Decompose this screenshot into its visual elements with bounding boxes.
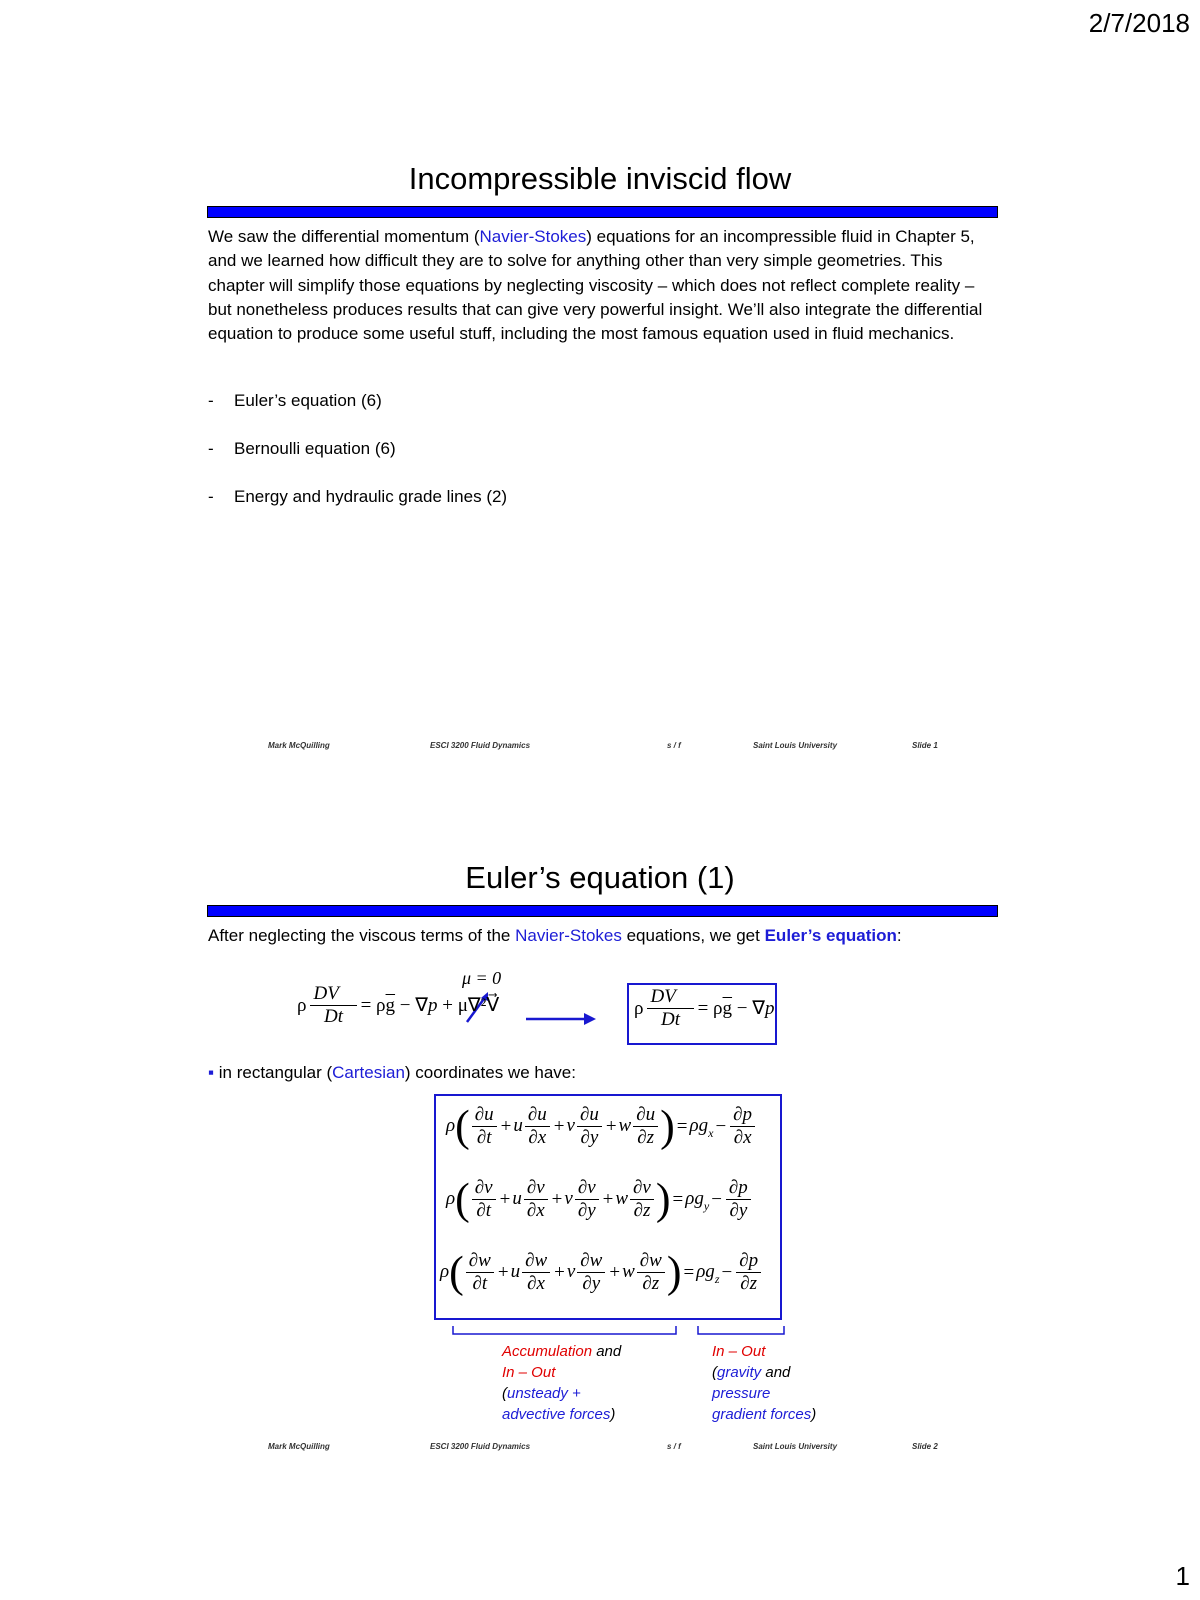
bullet-item-euler: - Euler’s equation (6) bbox=[208, 391, 382, 410]
bullet-item-bernoulli: - Bernoulli equation (6) bbox=[208, 439, 396, 458]
cartesian-term: Cartesian bbox=[332, 1063, 405, 1082]
euler-y-equation: ρ( $\frac{\partial v}{\partial t}$ + u $\frac{\partial v}{\partial x}$ + v $\frac{\partial v}{\partial y}$ + w $\frac{\partial v}{\partial z}$ ) = $\rho g_y$ − $\frac{\partial p}{\partial y}$ bbox=[446, 1177, 753, 1222]
page-date: 2/7/2018 bbox=[1088, 8, 1190, 38]
slide2-title-bar bbox=[207, 905, 998, 917]
slide1-title: Incompressible inviscid flow bbox=[408, 161, 792, 196]
cart-text-2: ) coordinates we have: bbox=[404, 1063, 576, 1082]
left-annotation bbox=[502, 1341, 621, 1425]
implies-arrow-icon bbox=[526, 1011, 596, 1027]
euler-x-equation: ρ( $\frac{\partial u}{\partial t}$ + u $\frac{\partial u}{\partial x}$ + v $\frac{\partial u}{\partial y}$ + w $\frac{\partial u}{\partial z}$ ) = $\rho g_x$ − $\frac{\partial p}{\partial x}$ bbox=[446, 1104, 757, 1149]
page-number: 1 bbox=[1175, 1561, 1190, 1591]
paren-open: ( bbox=[502, 1385, 507, 1402]
slide2-title: Euler’s equation (1) bbox=[465, 860, 735, 895]
slide1-footer-semester: s / f bbox=[667, 741, 681, 750]
slide1-title-bar bbox=[207, 206, 998, 218]
slide1-footer-slide: Slide 1 bbox=[912, 741, 938, 750]
in-out-label: In – Out bbox=[712, 1343, 766, 1360]
slide2-footer-course: ESCI 3200 Fluid Dynamics bbox=[430, 1442, 531, 1451]
paren-open: ( bbox=[712, 1364, 717, 1381]
euler-vector-equation: ρ $\frac{DV⃗}{Dt}$ = $\rho\overline{g} - \nabla p$ bbox=[634, 986, 775, 1030]
in-out-label: In – Out bbox=[502, 1364, 556, 1381]
navier-stokes-term: Navier-Stokes bbox=[479, 227, 587, 246]
bullet-label: Bernoulli equation (6) bbox=[234, 439, 396, 458]
gravity-label: gravity bbox=[717, 1364, 762, 1381]
advective-forces-label: advective forces bbox=[502, 1406, 611, 1423]
para-text-2: ) equations for an incompressible fluid in Chapter 5, and we learned how difficult they are to solve for anything other than very simple geometries. This chapter will simplify those equations by neglecting viscosity – which does not reflect complete reality – but nonetheless produces results that can give very powerful insight. We’ll also integrate the differential equation to produce some useful stuff, including the most famous equation used in fluid mechanics. bbox=[208, 227, 983, 344]
slide2-footer-semester: s / f bbox=[667, 1442, 681, 1451]
euler-z-equation: ρ( $\frac{\partial w}{\partial t}$ + u $\frac{\partial w}{\partial x}$ + v $\frac{\partial w}{\partial y}$ + w $\frac{\partial w}{\partial z}$ ) = $\rho g_z$ − $\frac{\partial p}{\partial z}$ bbox=[440, 1250, 763, 1295]
euler-equation-term: Euler’s equation bbox=[764, 926, 897, 945]
slide2-footer-slide: Slide 2 bbox=[912, 1442, 938, 1451]
cartesian-bullet bbox=[208, 1061, 998, 1085]
intro-text-3: : bbox=[896, 926, 902, 945]
and-text: and bbox=[761, 1364, 791, 1381]
slide1-footer-school: Saint Louis University bbox=[753, 741, 838, 750]
mu-zero-label: μ = 0 bbox=[462, 968, 502, 988]
navier-stokes-equation: ρ $\frac{DV⃗}{Dt}$ = $\rho\overline{g} - \nabla p$ + μ∇²V⃗ bbox=[297, 983, 500, 1027]
navier-stokes-term: Navier-Stokes bbox=[515, 926, 622, 945]
slide1-footer-course: ESCI 3200 Fluid Dynamics bbox=[430, 741, 531, 750]
intro-text-2: equations, we get bbox=[621, 926, 765, 945]
and-text: and bbox=[592, 1343, 622, 1360]
para-text-1: We saw the differential momentum ( bbox=[208, 227, 480, 246]
pressure-label: pressure bbox=[712, 1385, 771, 1402]
right-underbrace-icon bbox=[697, 1325, 785, 1337]
left-underbrace-icon bbox=[452, 1325, 677, 1337]
slide1-footer-author: Mark McQuilling bbox=[268, 741, 330, 750]
intro-text-1: After neglecting the viscous terms of the bbox=[208, 926, 516, 945]
bullet-item-energy: - Energy and hydraulic grade lines (2) bbox=[208, 487, 508, 506]
paren-close: ) bbox=[610, 1406, 616, 1423]
bullet-label: Energy and hydraulic grade lines (2) bbox=[234, 487, 508, 506]
slide2-footer-author: Mark McQuilling bbox=[268, 1442, 330, 1451]
right-annotation bbox=[712, 1341, 816, 1425]
unsteady-label: unsteady + bbox=[507, 1385, 581, 1402]
gradient-forces-label: gradient forces bbox=[712, 1406, 812, 1423]
square-bullet-icon: ▪ bbox=[208, 1063, 215, 1082]
slide2-footer-school: Saint Louis University bbox=[753, 1442, 838, 1451]
accumulation-label: Accumulation bbox=[502, 1343, 593, 1360]
slide2-intro bbox=[208, 924, 998, 948]
paren-close: ) bbox=[811, 1406, 817, 1423]
cart-text-1: in rectangular ( bbox=[214, 1063, 333, 1082]
slide1-paragraph bbox=[208, 225, 998, 346]
bullet-label: Euler’s equation (6) bbox=[234, 391, 382, 410]
